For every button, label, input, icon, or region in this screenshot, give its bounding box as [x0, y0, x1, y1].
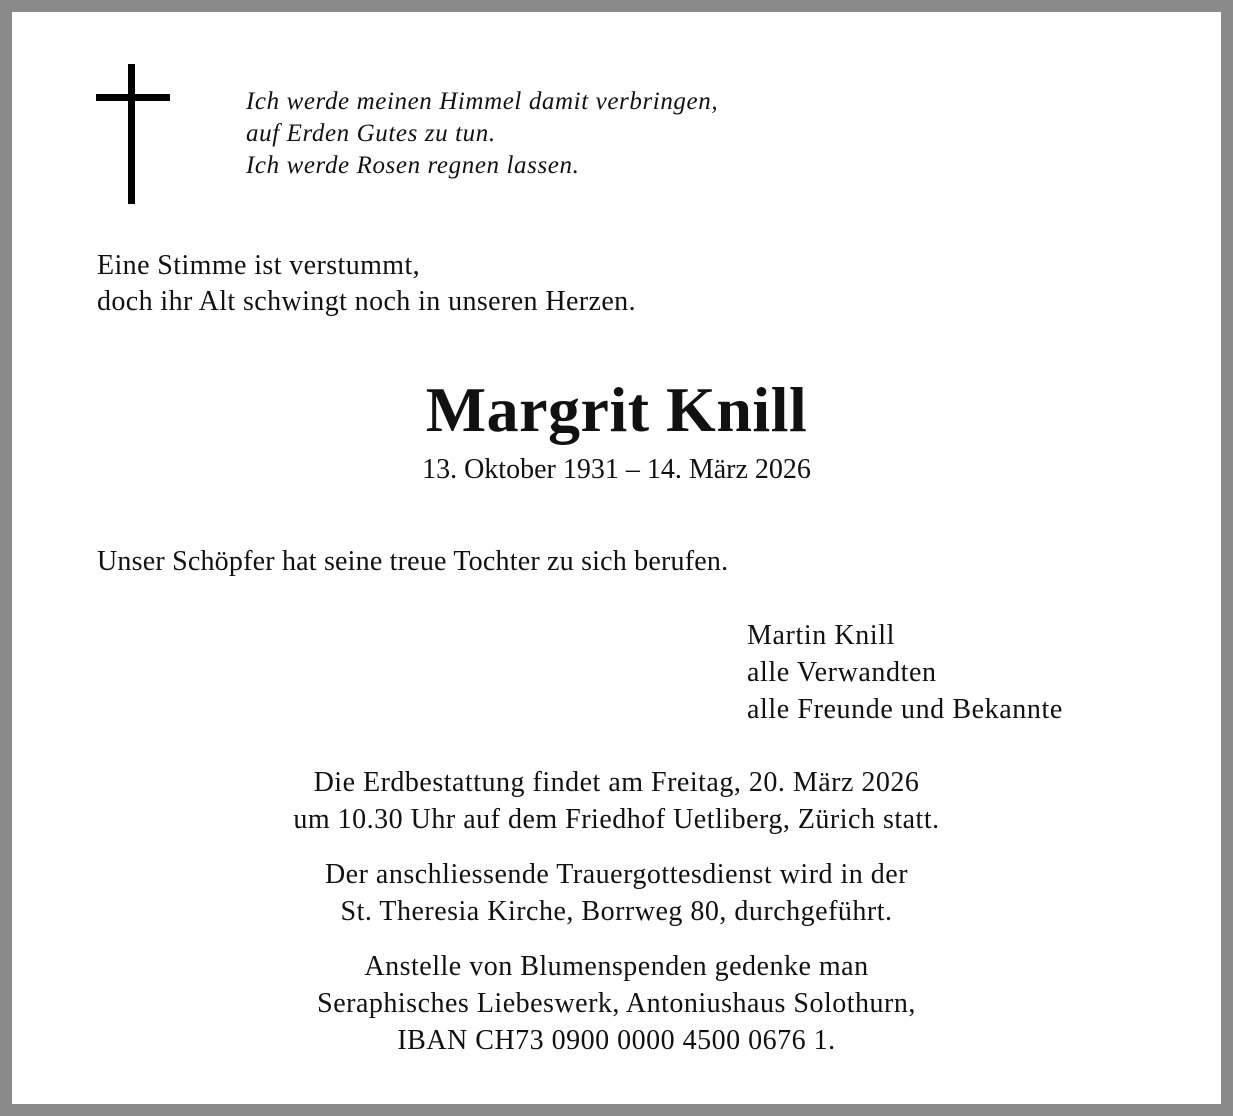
service-line: Der anschliessende Trauergottesdienst wird in der	[324, 859, 909, 890]
burial-line: um 10.30 Uhr auf dem Friedhof Uetliberg, Zürich statt.	[293, 804, 940, 835]
quote-line: Ich werde meinen Himmel damit verbringen,	[246, 88, 719, 115]
cross-icon	[96, 64, 170, 204]
quote-line: Ich werde Rosen regnen lassen.	[246, 152, 580, 179]
service-info	[12, 856, 1221, 930]
intro-text	[97, 248, 636, 320]
burial-line: Die Erdbestattung findet am Freitag, 20. März 2026	[313, 767, 920, 798]
burial-info	[12, 764, 1221, 838]
donation-line: Anstelle von Blumenspenden gedenke man	[364, 951, 869, 982]
intro-line: doch ihr Alt schwingt noch in unseren Herzen.	[97, 286, 636, 317]
service-line: St. Theresia Kirche, Borrweg 80, durchgeführt.	[340, 896, 893, 927]
donation-info	[12, 948, 1221, 1059]
cross-horizontal-bar	[96, 94, 170, 101]
cross-vertical-bar	[128, 64, 135, 204]
quote-line: auf Erden Gutes zu tun.	[246, 120, 496, 147]
donation-line: Seraphisches Liebeswerk, Antoniushaus Solothurn,	[317, 988, 916, 1019]
signer: alle Verwandten	[747, 657, 937, 688]
intro-line: Eine Stimme ist verstummt,	[97, 250, 421, 281]
donation-line: IBAN CH73 0900 0000 4500 0676 1.	[397, 1025, 836, 1056]
creator-line: Unser Schöpfer hat seine treue Tochter zu sich berufen.	[97, 546, 729, 577]
signer: alle Freunde und Bekannte	[747, 694, 1063, 725]
signer: Martin Knill	[747, 620, 895, 651]
deceased-name: Margrit Knill	[425, 374, 808, 445]
quote	[246, 86, 718, 182]
life-dates: 13. Oktober 1931 – 14. März 2026	[422, 454, 811, 485]
obituary-card	[12, 12, 1221, 1104]
signers	[747, 617, 1063, 728]
